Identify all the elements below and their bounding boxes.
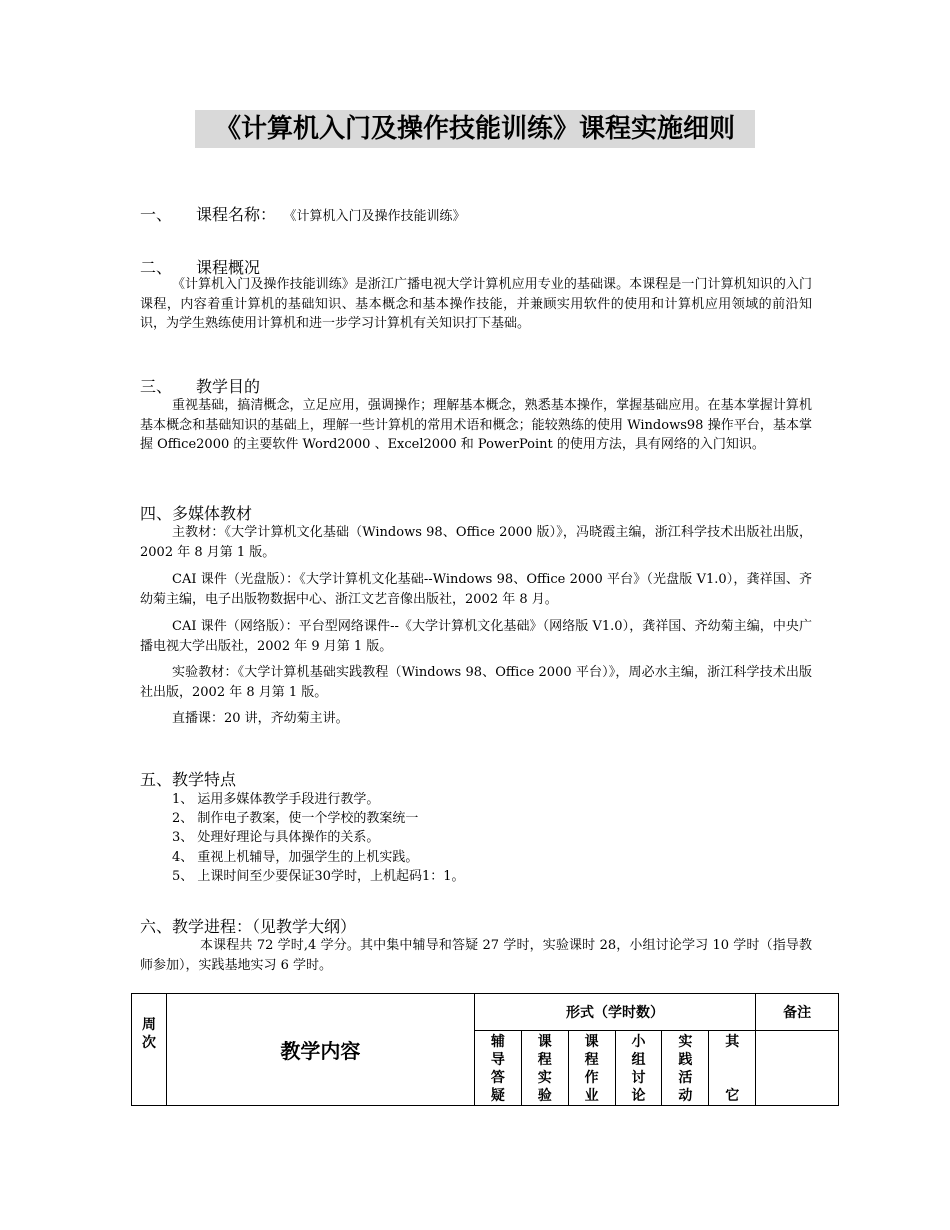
remark-cell — [756, 1031, 839, 1106]
materials-live-class: 直播课：20 讲，齐幼菊主讲。 — [172, 711, 349, 726]
materials-cai-disc: CAI 课件（光盘版）：《大学计算机文化基础--Windows 98、Office 2000 平台》（光盘版 V1.0），龚祥国、齐幼菊主编，电子出版物数据中心、浙江文艺音像出版社，2002 年 8 月。 — [140, 572, 812, 607]
list-item: 5、 上课时间至少要保证30学时，上机起码1：1。 — [172, 868, 465, 884]
section-materials-heading: 四、多媒体教材 — [140, 504, 253, 523]
section-schedule-heading: 六、教学进程：（见教学大纲） — [140, 917, 357, 936]
section-number: 三、 — [140, 377, 173, 396]
materials-main-text: 主教材：《大学计算机文化基础（Windows 98、Office 2000 版）》，冯晓霞主编，浙江科学技术出版社出版，2002 年 8 月第 1 版。 — [140, 525, 812, 560]
section-heading: 教学目的 — [196, 377, 261, 396]
materials-cai-web: CAI 课件（网络版）：平台型网络课件--《大学计算机文化基础》（网络版 V1.0），龚祥国、齐幼菊主编，中央广播电视大学出版社，2002 年 9 月第 1 版。 — [140, 619, 812, 654]
col-tutoring: 辅导答疑 — [474, 1031, 521, 1106]
purpose-paragraph: 重视基础，搞清概念，立足应用，强调操作；理解基本概念，熟悉基本操作，掌握基础应用。在基本掌握计算机基本概念和基础知识的基础上，理解一些计算机的常用术语和概念；能较熟练的使用 Windows98 操作平台，基本掌握 Office2000 的主要软件 Word2000 、Excel2000 和 PowerPoint 的使用方法，具有网络的入门知识。 — [140, 398, 812, 452]
features-list — [172, 790, 465, 886]
form-header: 形式（学时数） — [474, 994, 755, 1031]
week-header: 周次 — [132, 994, 167, 1106]
col-homework: 课程作业 — [568, 1031, 615, 1106]
col-practice: 实践活动 — [662, 1031, 709, 1106]
remark-header: 备注 — [756, 994, 839, 1031]
section-course-name — [140, 205, 466, 227]
list-item: 2、 制作电子教案，使一个学校的教案统一 — [172, 811, 419, 827]
materials-lab-text: 实验教材：《大学计算机基础实践教程（Windows 98、Office 2000 平台）》，周必水主编，浙江科学技术出版社出版，2002 年 8 月第 1 版。 — [140, 665, 812, 700]
col-experiment: 课程实验 — [521, 1031, 568, 1106]
section-heading: 课程概况 — [196, 258, 261, 277]
schedule-paragraph: 本课程共 72 学时,4 学分。其中集中辅导和答疑 27 学时，实验课时 28，小组讨论学习 10 学时（指导教师参加），实践基地实习 6 学时。 — [140, 938, 812, 973]
section-number: 二、 — [140, 258, 173, 277]
list-item: 4、 重视上机辅导，加强学生的上机实践。 — [172, 849, 419, 865]
col-other: 其 它 — [709, 1031, 756, 1106]
section-number: 一、 — [140, 205, 173, 224]
document-title: 《计算机入门及操作技能训练》课程实施细则 — [195, 110, 755, 148]
col-group-discussion: 小组讨论 — [615, 1031, 662, 1106]
content-header: 教学内容 — [166, 994, 474, 1106]
list-item: 1、 运用多媒体教学手段进行教学。 — [172, 792, 380, 807]
list-item: 3、 处理好理论与具体操作的关系。 — [172, 830, 380, 846]
course-name-value: 《计算机入门及操作技能训练》 — [290, 209, 466, 224]
table-header-row — [132, 994, 839, 1031]
section-heading: 课程名称： — [196, 205, 277, 224]
section-purpose-heading — [140, 377, 260, 397]
schedule-table — [131, 993, 839, 1106]
overview-paragraph: 《计算机入门及操作技能训练》是浙江广播电视大学计算机应用专业的基础课。本课程是一门计算机知识的入门课程，内容着重计算机的基础知识、基本概念和基本操作技能，并兼顾实用软件的使用和计算机应用领域的前沿知识，为学生熟练使用计算机和进一步学习计算机有关知识打下基础。 — [140, 277, 812, 331]
section-features-heading: 五、教学特点 — [140, 770, 237, 789]
